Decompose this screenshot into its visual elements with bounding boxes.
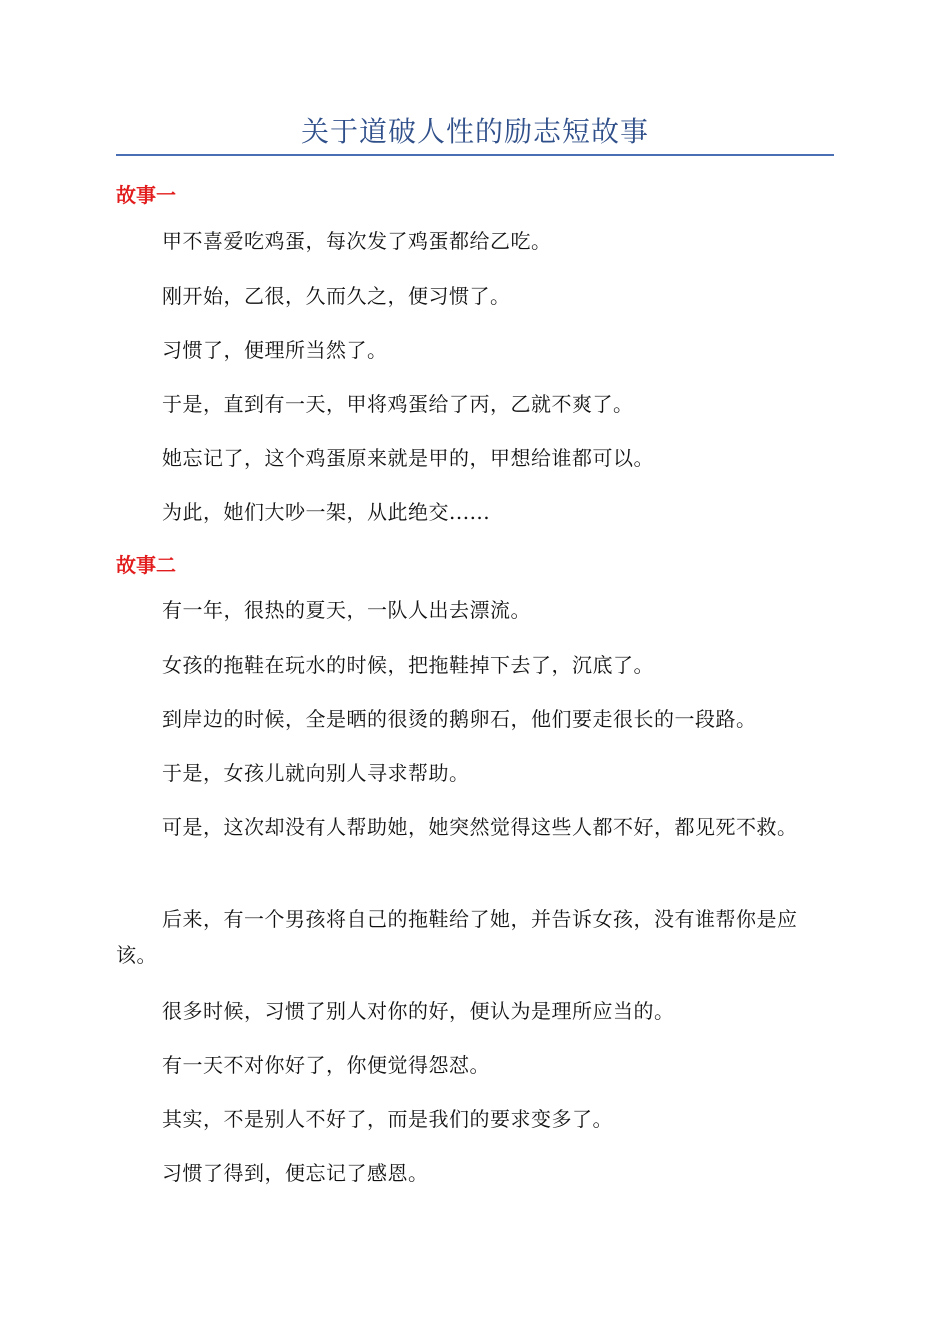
story-one-heading: 故事一	[116, 183, 176, 207]
paragraph: 很多时候，习惯了别人对你的好，便认为是理所应当的。	[162, 999, 675, 1023]
paragraph: 为此，她们大吵一架，从此绝交......	[162, 500, 491, 524]
page-title: 关于道破人性的励志短故事	[300, 115, 649, 148]
paragraph: 于是，女孩儿就向别人寻求帮助。	[162, 761, 470, 785]
paragraph: 有一年，很热的夏天，一队人出去漂流。	[162, 598, 531, 622]
paragraph: 其实，不是别人不好了，而是我们的要求变多了。	[162, 1107, 613, 1131]
paragraph: 于是，直到有一天，甲将鸡蛋给了丙，乙就不爽了。	[162, 392, 634, 416]
paragraph: 后来，有一个男孩将自己的拖鞋给了她，并告诉女孩，没有谁帮你是应该。	[116, 907, 798, 967]
story-two-heading: 故事二	[116, 553, 176, 577]
paragraph: 刚开始，乙很，久而久之，便习惯了。	[162, 284, 511, 308]
paragraph: 甲不喜爱吃鸡蛋，每次发了鸡蛋都给乙吃。	[162, 229, 552, 253]
paragraph: 习惯了，便理所当然了。	[162, 338, 388, 362]
paragraph: 有一天不对你好了，你便觉得怨怼。	[162, 1053, 490, 1077]
paragraph: 到岸边的时候，全是晒的很烫的鹅卵石，他们要走很长的一段路。	[162, 707, 757, 731]
paragraph: 可是，这次却没有人帮助她，她突然觉得这些人都不好，都见死不救。	[162, 815, 798, 839]
paragraph: 女孩的拖鞋在玩水的时候，把拖鞋掉下去了，沉底了。	[162, 653, 654, 677]
title-underline	[116, 154, 834, 156]
paragraph: 她忘记了，这个鸡蛋原来就是甲的，甲想给谁都可以。	[162, 446, 654, 470]
paragraph: 习惯了得到，便忘记了感恩。	[162, 1161, 429, 1185]
